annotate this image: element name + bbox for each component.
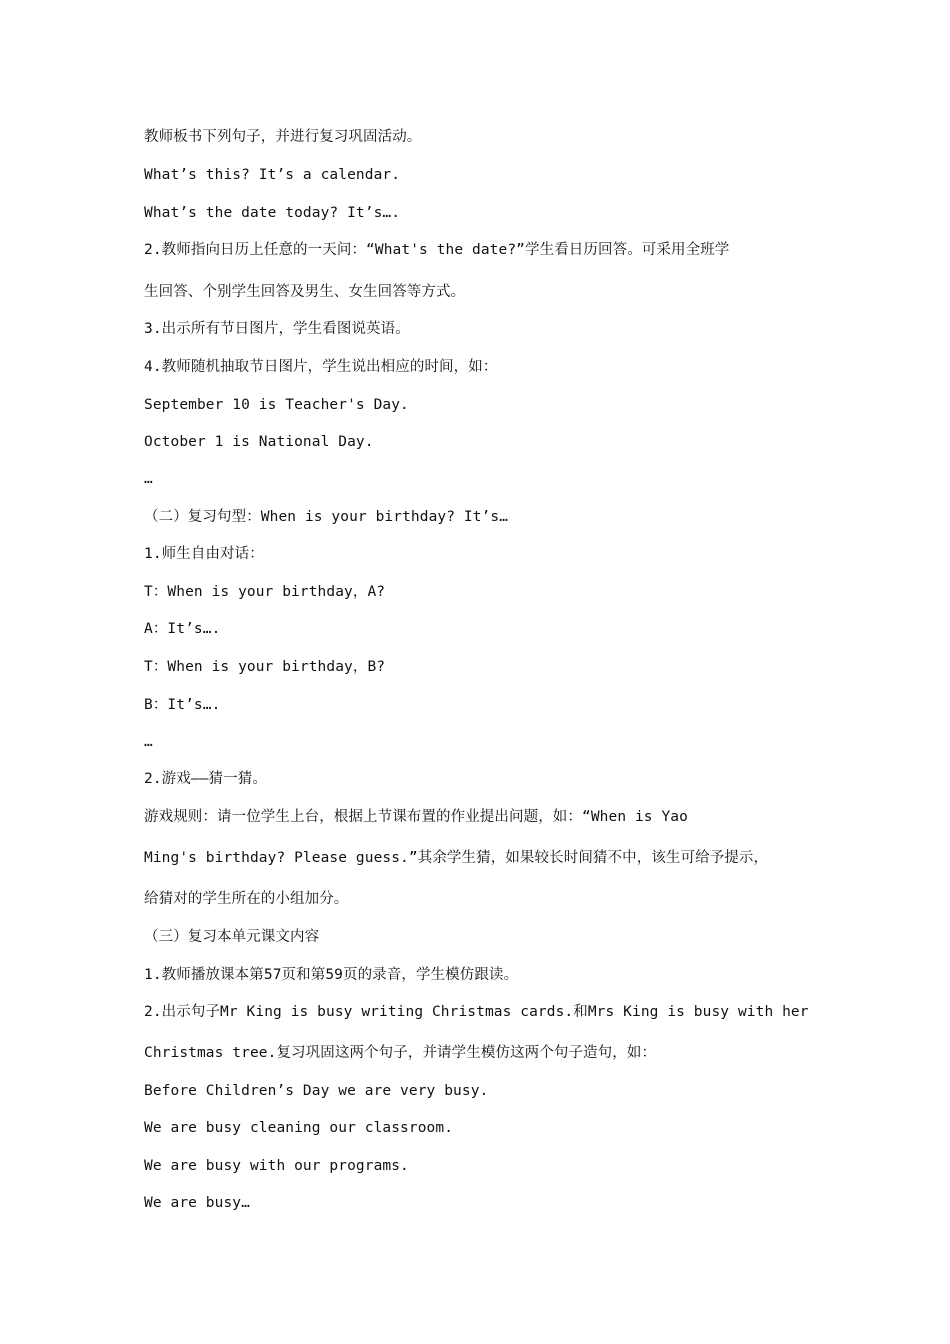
text-line: We are busy… <box>144 1195 250 1211</box>
text-line: … <box>144 734 153 750</box>
text-line: B：It’s…. <box>144 697 221 713</box>
section-heading: （三）复习本单元课文内容 <box>144 929 320 945</box>
text-line: 游戏规则：请一位学生上台，根据上节课布置的作业提出问题，如：“When is Yao <box>144 809 688 825</box>
text-line: 3.出示所有节日图片，学生看图说英语。 <box>144 321 410 337</box>
text-line: September 10 is Teacher's Day. <box>144 397 409 413</box>
text-line: What’s this? It’s a calendar. <box>144 167 401 183</box>
text-line: We are busy with our programs. <box>144 1158 409 1174</box>
text-line: 生回答、个别学生回答及男生、女生回答等方式。 <box>144 284 466 300</box>
text-line: What’s the date today? It’s…. <box>144 205 401 221</box>
text-line: 给猜对的学生所在的小组加分。 <box>144 891 349 907</box>
section-heading: （二）复习句型：When is your birthday? It’s… <box>144 509 509 525</box>
text-line: 4.教师随机抽取节日图片，学生说出相应的时间，如： <box>144 359 498 375</box>
text-line: 2.游戏——猜一猜。 <box>144 771 267 787</box>
text-line: October 1 is National Day. <box>144 434 374 450</box>
text-line: 1.教师播放课本第57页和第59页的录音，学生模仿跟读。 <box>144 967 519 983</box>
text-line: T：When is your birthday，B? <box>144 659 386 675</box>
text-line: A：It’s…. <box>144 621 221 637</box>
text-line: 2.出示句子Mr King is busy writing Christmas cards.和Mrs King is busy with her <box>144 1004 809 1020</box>
text-line: 2.教师指向日历上任意的一天问：“What's the date?”学生看日历回答。可采用全班学 <box>144 242 730 258</box>
text-line: T：When is your birthday，A? <box>144 584 386 600</box>
text-line: 1.师生自由对话： <box>144 546 264 562</box>
text-line: We are busy cleaning our classroom. <box>144 1120 454 1136</box>
text-line: … <box>144 471 153 487</box>
text-line: Christmas tree.复习巩固这两个句子，并请学生模仿这两个句子造句，如： <box>144 1045 657 1061</box>
text-line: Ming's birthday? Please guess.”其余学生猜，如果较长时间猜不中，该生可给予提示， <box>144 850 769 866</box>
text-line: Before Children’s Day we are very busy. <box>144 1083 489 1099</box>
text-line: 教师板书下列句子，并进行复习巩固活动。 <box>144 129 422 145</box>
